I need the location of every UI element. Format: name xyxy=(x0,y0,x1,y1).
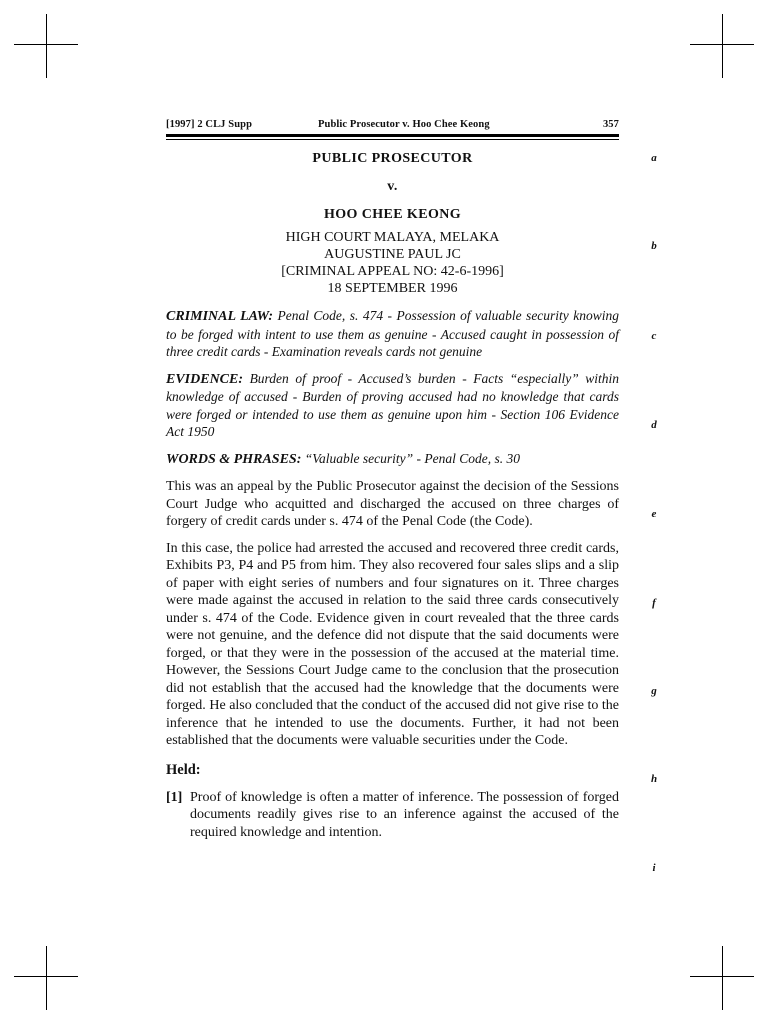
appeal-number: [CRIMINAL APPEAL NO: 42-6-1996] xyxy=(281,264,504,279)
crop-mark-top-right-v xyxy=(722,14,723,78)
catchword-lead: EVIDENCE: xyxy=(166,371,244,387)
party-accused: HOO CHEE KEONG xyxy=(323,207,462,222)
crop-mark-bottom-right-v xyxy=(722,946,723,1010)
catchword-text: Penal Code, s. 474 - Possession of valuable security knowing to be forged with intent to use them as genuine - Accused caught in possession of three credit cards - Examination reveals cards not genuine xyxy=(166,308,619,359)
party-prosecutor: PUBLIC PROSECUTOR xyxy=(312,151,473,166)
summary-paragraph: This was an appeal by the Public Prosecutor against the decision of the Sessions Court Judge who acquitted and discharged the accused on three charges of forgery of credit cards under s. 474 of the Penal Code (the Code). xyxy=(166,479,619,529)
catchword-text: Burden of proof - Accused’s burden - Facts “especially” within knowledge of accused - Burden of proving accused had no knowledge that cards were forged or intended to use them as genuine upon him - Section 106 Evidence Act 1950 xyxy=(166,370,619,439)
catchword-text: “Valuable security” - Penal Code, s. 30 xyxy=(304,450,520,466)
decision-date: 18 SEPTEMBER 1996 xyxy=(327,281,458,296)
catchword-evidence xyxy=(166,370,619,441)
margin-letter-c: c xyxy=(651,330,657,342)
margin-letter-h: h xyxy=(650,773,658,785)
margin-letter-d: d xyxy=(651,419,657,431)
header-rule-thick xyxy=(166,134,619,137)
page-body xyxy=(166,150,619,841)
catchword-lead: WORDS & PHRASES: xyxy=(166,451,302,467)
held-heading: Held: xyxy=(166,761,201,778)
margin-letter-f: f xyxy=(652,597,656,609)
running-head-citation: [1997] 2 CLJ Supp xyxy=(166,119,253,130)
held-item xyxy=(166,789,619,842)
facts-paragraph: In this case, the police had arrested the accused and recovered three credit cards, Exhibits P3, P4 and P5 from him. They also recovered four sales slips and a slip of paper with eight series of numbers and four signatures on it. Three charges were made against the accused in relation to the said three cards consecutively under s. 474 of the Code. Evidence given in court revealed that the three cards were not genuine, and the defence did not dispute that the said documents were forged, or that they were in the possession of the accused at the material time. However, the Sessions Court Judge came to the conclusion that the prosecution did not establish that the accused had the knowledge that the documents were forged. He also concluded that the conduct of the accused did not give rise to the inference that he intended to use the documents. Further, it had not been established that the documents were valuable securities under the Code. xyxy=(166,540,619,748)
running-head-case: Public Prosecutor v. Hoo Chee Keong xyxy=(318,119,490,130)
margin-letter-e: e xyxy=(651,508,657,520)
catchword-criminal-law xyxy=(166,307,619,361)
header-rule-thin xyxy=(166,139,619,140)
court-name: HIGH COURT MALAYA, MELAKA xyxy=(285,230,500,245)
margin-letter-i: i xyxy=(652,862,656,874)
crop-mark-bottom-left-v xyxy=(46,946,47,1010)
page-number: 357 xyxy=(602,119,619,130)
held-item-number: [1] xyxy=(166,789,183,805)
case-title-block xyxy=(166,150,619,297)
held-item-text: Proof of knowledge is often a matter of inference. The possession of forged documents readily gives rise to an inference against the accused of the required knowledge and intention. xyxy=(190,789,619,840)
judge-name: AUGUSTINE PAUL JC xyxy=(324,247,461,262)
crop-mark-top-left-v xyxy=(46,14,47,78)
margin-letter-a: a xyxy=(651,152,657,164)
versus: v. xyxy=(387,179,398,194)
margin-letter-b: b xyxy=(651,240,657,252)
catchword-words-phrases xyxy=(166,450,619,469)
catchword-lead: CRIMINAL LAW: xyxy=(166,309,274,324)
margin-letter-g: g xyxy=(651,685,657,697)
